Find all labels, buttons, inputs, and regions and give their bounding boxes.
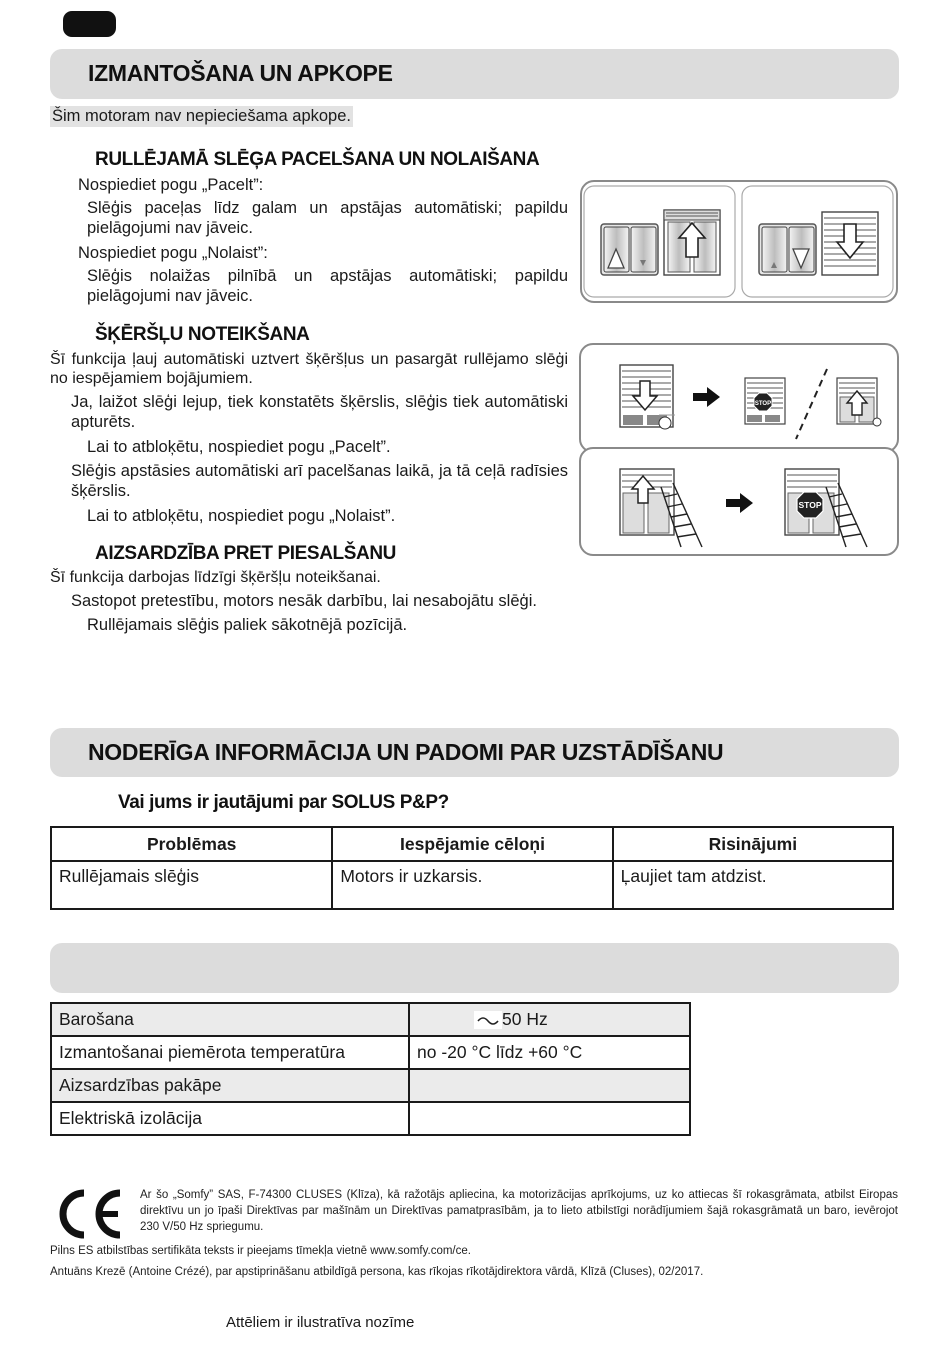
table-row [51, 1036, 690, 1069]
section-header-specs [50, 943, 899, 993]
certificate-note: Pilns ES atbilstības sertifikāta teksts ir pieejams tīmekļa vietnē www.somfy.com/ce. [50, 1245, 471, 1257]
obstacle-intro: Šī funkcija ļauj automātiski uztvert šķēršļus un pasargāt rullējamo slēģi no iespējamiem bojājumiem. [50, 351, 568, 387]
figure-obstacle-down [579, 343, 899, 453]
ce-mark-icon [50, 1187, 123, 1246]
ac-current-icon [474, 1011, 502, 1029]
spec-label: Aizsardzības pakāpe [51, 1069, 409, 1102]
press-up-instruction: Nospiediet pogu „Pacelt”: [78, 176, 264, 194]
spec-value [409, 1003, 690, 1036]
heading-obstacle: ŠĶĒRŠĻU NOTEIKŠANA [95, 324, 310, 345]
shutter-lowering-icon [822, 212, 878, 275]
obstacle-up-case: Slēģis apstāsies automātiski arī pacelšanas laikā, ja tā ceļā radīsies šķērslis. [71, 462, 568, 500]
shutter-reversed-icon [837, 378, 881, 426]
section-title-usage: IZMANTOŠANA UN APKOPE [88, 60, 393, 86]
table-cell: Ļaujiet tam atdzist. [613, 861, 893, 909]
page-tab-marker [63, 11, 116, 37]
table-row [51, 861, 893, 909]
troubleshooting-table [50, 826, 894, 910]
obstacle-down-unlock: Lai to atbloķētu, nospiediet pogu „Pacelt”. [87, 438, 391, 456]
figure-raise-lower [580, 180, 898, 303]
column-header: Risinājumi [613, 827, 893, 861]
maintenance-note: Šim motoram nav nepieciešama apkope. [52, 107, 351, 125]
obstacle-up-unlock: Lai to atbloķētu, nospiediet pogu „Nolaist”. [87, 507, 396, 525]
section-header-tips [50, 728, 899, 777]
table-row [51, 1003, 690, 1036]
table-cell: Rullējamais slēģis [51, 861, 332, 909]
obstacle-down-case: Ja, laižot slēģi lejup, tiek konstatēts šķērslis, slēģis tiek automātiski apturēts. [71, 393, 568, 431]
signatory-note: Antuāns Krezē (Antoine Crézé), par apstiprināšanu atbildīgā persona, kas rīkojas rīkotājdirektora vārdā, Klīzā (Cluses), 02/2017. [50, 1266, 704, 1278]
arrow-right-icon [693, 387, 720, 407]
illustrative-note: Attēliem ir ilustratīva nozīme [226, 1314, 415, 1331]
spec-label: Elektriskā izolācija [51, 1102, 409, 1135]
switch-down-icon [759, 224, 816, 275]
divider-dashed [796, 369, 827, 439]
question-heading: Vai jums ir jautājumi par SOLUS P&P? [118, 792, 449, 813]
shutter-ladder-icon [620, 469, 702, 547]
shutter-rising-icon [664, 210, 720, 275]
spec-value [409, 1102, 690, 1135]
table-row [51, 1102, 690, 1135]
table-row [51, 1069, 690, 1102]
spec-value: no -20 °C līdz +60 °C [409, 1036, 690, 1069]
conformity-declaration: Ar šo „Somfy” SAS, F-74300 CLUSES (Klīza), kā ražotājs apliecina, ka motorizācijas aprīkojums, uz ko attiecas šī rokasgrāmata, atbilst Eiropas direktīvu un jo īpaši Direktīvas par mašīnām un Direktīvas pamatprasībām, ja to lieto atbilstīgi norādījumiem šajā rokasgrāmatā un baro, ievērojot 230 V/50 Hz spriegumu. [140, 1189, 898, 1233]
switch-up-icon [601, 224, 658, 275]
table-header-row [51, 827, 893, 861]
figure-obstacle-up [579, 447, 899, 556]
spec-label: Barošana [51, 1003, 409, 1036]
heading-frost: AIZSARDZĪBA PRET PIESALŠANU [95, 543, 396, 564]
spec-value-text: 50 Hz [502, 1009, 548, 1029]
up-description: Slēģis paceļas līdz galam un apstājas automātiski; papildu pielāgojumi nav jāveic. [87, 199, 568, 237]
frost-result: Rullējamais slēģis paliek sākotnējā pozīcijā. [87, 616, 408, 634]
specs-table [50, 1002, 691, 1136]
heading-raise-lower: RULLĒJAMĀ SLĒĢA PACELŠANA UN NOLAIŠANA [95, 149, 540, 170]
shutter-stop-ladder-icon [785, 469, 867, 547]
spec-value [409, 1069, 690, 1102]
stop-sign-small: STOP [754, 401, 772, 407]
stop-sign-large: STOP [798, 500, 822, 510]
press-down-instruction: Nospiediet pogu „Nolaist”: [78, 244, 268, 262]
section-title-tips: NODERĪGA INFORMĀCIJA UN PADOMI PAR UZSTĀDĪŠANU [88, 739, 724, 765]
table-cell: Motors ir uzkarsis. [332, 861, 612, 909]
shutter-stopped-icon [745, 378, 785, 424]
frost-intro: Šī funkcija darbojas līdzīgi šķēršļu noteikšanai. [50, 569, 381, 586]
frost-case: Sastopot pretestību, motors nesāk darbību, lai nesabojātu slēģi. [71, 592, 537, 610]
column-header: Iespējamie cēloņi [332, 827, 612, 861]
down-description: Slēģis nolaižas pilnībā un apstājas automātiski; papildu pielāgojumi nav jāveic. [87, 267, 568, 305]
spec-label: Izmantošanai piemērota temperatūra [51, 1036, 409, 1069]
column-header: Problēmas [51, 827, 332, 861]
shutter-blocked-icon [620, 365, 675, 429]
arrow-right-icon [726, 493, 753, 513]
section-header-usage [50, 49, 899, 99]
